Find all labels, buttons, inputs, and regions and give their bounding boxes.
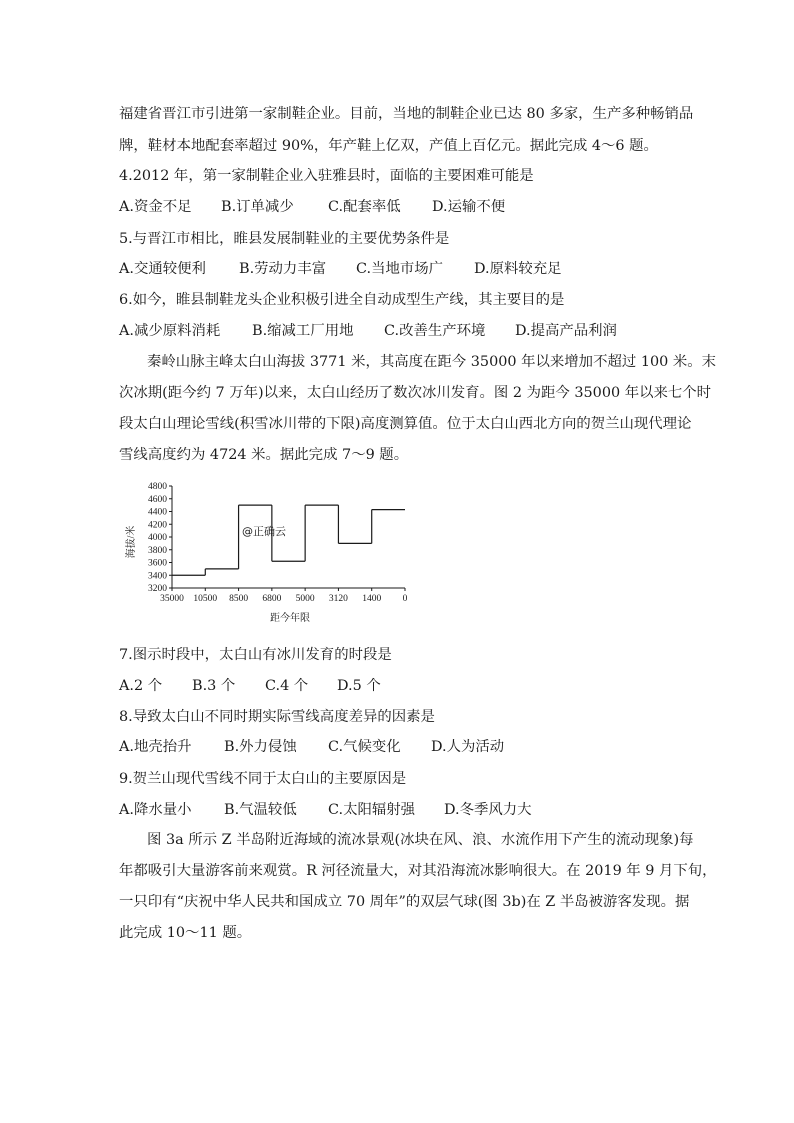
q9-option-c: C.太阳辐射强 (328, 802, 416, 818)
q8-option-c: C.气候变化 (328, 739, 401, 755)
x-tick-label: 5000 (295, 594, 315, 604)
watermark-text: @正确云 (242, 525, 286, 538)
y-tick-label: 3600 (148, 558, 167, 569)
snowline-step-chart (120, 478, 420, 628)
question-8-stem: 8.导致太白山不同时期实际雪线高度差异的因素是 (119, 709, 435, 725)
intro-line-1: 福建省晋江市引进第一家制鞋企业。目前，当地的制鞋企业已达 80 多家，生产多种畅销品 (119, 106, 694, 122)
snowline-series (172, 505, 405, 575)
q9-option-d: D.冬季风力大 (444, 802, 532, 818)
q7-option-b: B.3 个 (192, 678, 236, 694)
question-9-stem: 9.贺兰山现代雪线不同于太白山的主要原因是 (119, 771, 407, 787)
y-tick-label: 4000 (148, 533, 167, 543)
y-tick-label: 3200 (148, 584, 167, 594)
q8-option-a: A.地壳抬升 (119, 739, 192, 755)
x-axis-ticks (160, 588, 408, 604)
question-4-stem: 4.2012 年，第一家制鞋企业入驻雅县时，面临的主要困难可能是 (119, 168, 534, 184)
q4-option-b: B.订单减少 (221, 199, 294, 215)
q9-option-a: A.降水量小 (119, 802, 192, 818)
q6-option-c: C.改善生产环境 (384, 323, 486, 339)
y-tick-label: 4400 (148, 507, 167, 518)
q4-option-d: D.运输不便 (432, 199, 506, 215)
y-tick-label: 4600 (148, 494, 167, 505)
passage-3-line-2: 年都吸引大量游客前来观赏。R 河径流量大，对其沿海流冰影响很大。在 2019 年 9 月下旬， (119, 863, 717, 879)
q7-option-a: A.2 个 (119, 678, 163, 694)
question-6-stem: 6.如今，睢县制鞋龙头企业积极引进全自动成型生产线，其主要目的是 (119, 292, 565, 308)
y-axis-label: 海拔/米 (126, 525, 137, 559)
q5-option-a: A.交通较便利 (119, 261, 206, 277)
question-5-stem: 5.与晋江市相比，睢县发展制鞋业的主要优势条件是 (119, 231, 450, 247)
x-axis-label: 距今年限 (270, 613, 310, 624)
q7-option-c: C.4 个 (265, 678, 309, 694)
q5-option-d: D.原料较充足 (474, 261, 562, 277)
q5-option-b: B.劳动力丰富 (239, 261, 327, 277)
y-tick-label: 3400 (148, 571, 167, 582)
passage-2-line-3: 段太白山理论雪线(积雪冰川带的下限)高度测算值。位于太白山西北方向的贺兰山现代理论 (119, 416, 692, 432)
question-7-stem: 7.图示时段中，太白山有冰川发育的时段是 (119, 647, 392, 663)
y-axis-ticks (148, 482, 172, 594)
q6-option-d: D.提高产品利润 (515, 323, 617, 339)
x-tick-label: 3120 (328, 594, 348, 604)
y-tick-label: 4200 (148, 520, 167, 531)
intro-line-2: 牌，鞋材本地配套率超过 90%，年产鞋上亿双，产值上百亿元。据此完成 4～6 题。 (119, 138, 658, 154)
chart-axes (172, 486, 405, 588)
x-tick-label: 35000 (160, 594, 184, 604)
q6-option-b: B.缩减工厂用地 (252, 323, 354, 339)
q6-option-a: A.减少原料消耗 (119, 323, 221, 339)
passage-2-line-2: 次冰期(距今约 7 万年)以来，太白山经历了数次冰川发育。图 2 为距今 35000 年以来七个时 (119, 385, 712, 401)
passage-3-line-4: 此完成 10～11 题。 (119, 925, 252, 941)
q7-option-d: D.5 个 (337, 678, 381, 694)
passage-3-line-3: 一只印有“庆祝中华人民共和国成立 70 周年”的双层气球(图 3b)在 Z 半岛被游客发现。据 (119, 894, 690, 910)
q5-option-c: C.当地市场广 (356, 261, 444, 277)
passage-2-line-1: 秦岭山脉主峰太白山海拔 3771 米，其高度在距今 35000 年以来增加不超过 100 米。末 (147, 354, 717, 370)
x-tick-label: 10500 (193, 594, 218, 604)
y-tick-label: 3800 (148, 545, 167, 556)
passage-3-line-1: 图 3a 所示 Z 半岛附近海域的流冰景观(冰块在风、浪、水流作用下产生的流动现象)每 (147, 832, 694, 848)
q4-option-c: C.配套率低 (328, 199, 401, 215)
q8-option-b: B.外力侵蚀 (224, 739, 297, 755)
x-tick-label: 1400 (362, 594, 382, 604)
x-tick-label: 8500 (229, 594, 249, 604)
x-tick-label: 0 (402, 594, 408, 604)
q9-option-b: B.气温较低 (224, 802, 297, 818)
q4-option-a: A.资金不足 (119, 199, 192, 215)
y-tick-label: 4800 (148, 482, 167, 492)
q8-option-d: D.人为活动 (431, 739, 505, 755)
passage-2-line-4: 雪线高度约为 4724 米。据此完成 7～9 题。 (119, 447, 409, 463)
x-tick-label: 6800 (262, 594, 282, 604)
